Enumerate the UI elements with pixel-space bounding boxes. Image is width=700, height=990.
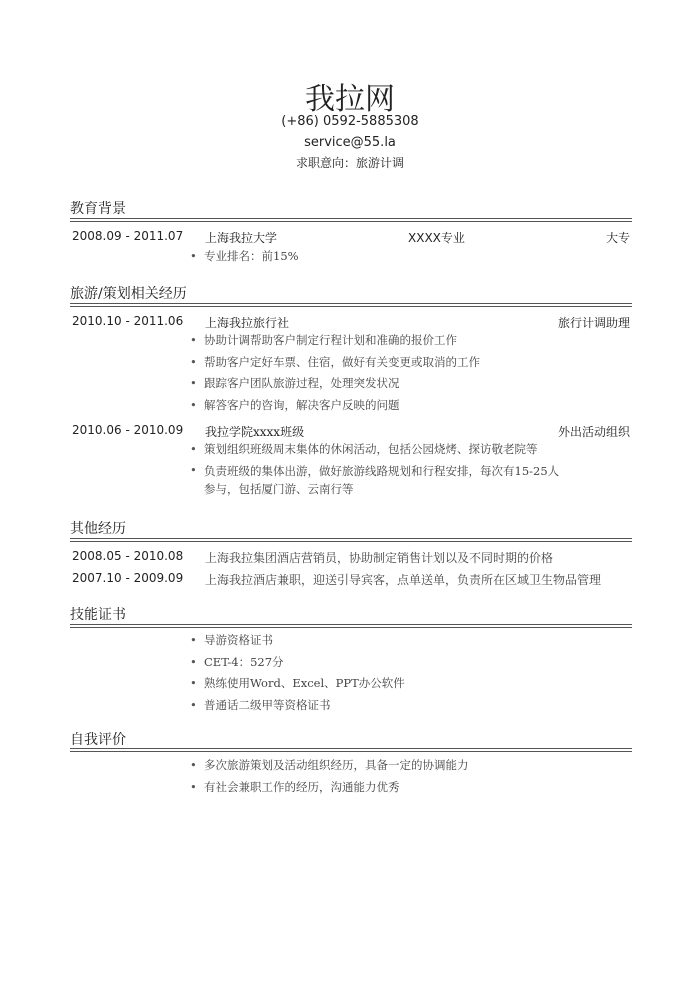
job-bullets [190, 330, 570, 416]
other-date: 2008.05 - 2010.08 [72, 549, 184, 563]
candidate-name: 我拉网 [305, 82, 395, 117]
job-date: 2010.10 - 2011.06 [72, 314, 184, 328]
other-desc: 上海我拉集团酒店营销员，协助制定销售计划以及不同时期的价格 [205, 551, 554, 565]
job-objective: 求职意向：旅游计调 [295, 156, 404, 170]
section-title-other: 其他经历 [70, 521, 126, 537]
list-item: • 普通话二级甲等资格证书 [190, 695, 570, 717]
education-school: 上海我拉大学 [205, 231, 278, 245]
job-role: 旅行计调助理 [557, 316, 630, 330]
section-divider [70, 538, 632, 542]
education-major: XXXX专业 [408, 231, 465, 245]
section-divider [70, 218, 632, 222]
education-date: 2008.09 - 2011.07 [72, 229, 184, 243]
list-item: • 有社会兼职工作的经历，沟通能力优秀 [190, 777, 570, 799]
job-org: 上海我拉旅行社 [205, 316, 290, 330]
phone-number: (+86) 0592-5885308 [281, 114, 419, 129]
list-item: • 协助计调帮助客户制定行程计划和准确的报价工作 [190, 330, 570, 352]
list-item: • 跟踪客户团队旅游过程，处理突发状况 [190, 373, 570, 395]
section-title-self: 自我评价 [70, 732, 126, 748]
other-desc: 上海我拉酒店兼职，迎送引导宾客，点单送单，负责所在区域卫生物品管理 [205, 573, 602, 587]
self-bullets [190, 755, 570, 798]
list-item: • 导游资格证书 [190, 630, 570, 652]
list-item: • 策划组织班级周末集体的休闲活动，包括公园烧烤、探访敬老院等 [190, 439, 560, 461]
list-item: • 熟练使用Word、Excel、PPT办公软件 [190, 673, 570, 695]
email-address: service@55.la [304, 135, 396, 150]
list-item: • CET-4：527分 [190, 652, 570, 674]
section-title-travel: 旅游/策划相关经历 [70, 286, 187, 302]
section-title-skills: 技能证书 [70, 607, 126, 623]
job-bullets [190, 439, 560, 501]
skills-bullets [190, 630, 570, 716]
section-title-education: 教育背景 [70, 201, 126, 217]
job-date: 2010.06 - 2010.09 [72, 423, 184, 437]
list-item: • 帮助客户定好车票、住宿，做好有关变更或取消的工作 [190, 352, 570, 374]
education-degree: 大专 [605, 231, 630, 245]
list-item: • 负责班级的集体出游，做好旅游线路规划和行程安排，每次有15-25人参与，包括厦门游、云南行等 [190, 461, 560, 501]
education-bullets [190, 246, 570, 268]
list-item: • 解答客户的咨询，解决客户反映的问题 [190, 395, 570, 417]
job-role: 外出活动组织 [557, 425, 630, 439]
section-divider [70, 748, 632, 752]
section-divider [70, 624, 632, 628]
list-item: • 多次旅游策划及活动组织经历，具备一定的协调能力 [190, 755, 570, 777]
other-date: 2007.10 - 2009.09 [72, 571, 184, 585]
list-item: • 专业排名：前15% [190, 246, 570, 268]
section-divider [70, 303, 632, 307]
job-org: 我拉学院xxxx班级 [205, 425, 305, 439]
